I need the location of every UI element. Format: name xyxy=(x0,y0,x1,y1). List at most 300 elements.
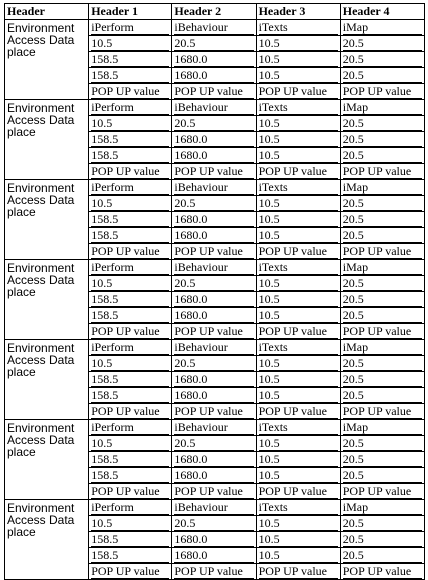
cell-value: iMap xyxy=(342,260,369,274)
table-cell xyxy=(172,212,256,228)
group-label: Environment Access Data place xyxy=(5,340,89,420)
cell-value: 158.5 xyxy=(91,452,119,466)
table-cell xyxy=(256,468,340,484)
table-cell xyxy=(172,196,256,212)
cell-value: 20.5 xyxy=(174,516,196,530)
table-cell xyxy=(256,436,340,452)
cell-value: 20.5 xyxy=(342,452,364,466)
cell-value: POP UP value xyxy=(174,164,243,178)
table-cell xyxy=(256,564,340,580)
table-cell xyxy=(340,468,424,484)
document-page xyxy=(4,3,425,580)
table-cell xyxy=(256,132,340,148)
cell-value: 158.5 xyxy=(91,212,119,226)
table-cell xyxy=(89,132,172,148)
table-cell xyxy=(256,356,340,372)
cell-value: iBehaviour xyxy=(174,340,228,354)
group-label: Environment Access Data place xyxy=(5,420,89,500)
cell-value: 1680.0 xyxy=(174,228,208,242)
cell-value: iTexts xyxy=(258,340,288,354)
table-cell xyxy=(89,36,172,52)
table-cell xyxy=(256,260,340,276)
table-cell xyxy=(172,372,256,388)
table-cell xyxy=(172,452,256,468)
table-cell xyxy=(256,244,340,260)
table-cell xyxy=(340,436,424,452)
table-cell xyxy=(340,100,424,116)
cell-value: 20.5 xyxy=(342,228,364,242)
cell-value: POP UP value xyxy=(342,484,412,498)
table-cell xyxy=(172,244,256,260)
table-cell xyxy=(172,68,256,84)
table-cell xyxy=(340,164,424,180)
cell-value: iMap xyxy=(342,500,369,514)
cell-value: 10.5 xyxy=(258,372,280,386)
table-cell xyxy=(256,100,340,116)
cell-value: 20.5 xyxy=(174,196,196,210)
table-cell xyxy=(340,308,424,324)
table-cell xyxy=(89,324,172,340)
cell-value: 10.5 xyxy=(91,516,113,530)
cell-value: 10.5 xyxy=(258,52,280,66)
table-cell xyxy=(340,36,424,52)
table-cell xyxy=(340,212,424,228)
cell-value: 1680.0 xyxy=(174,212,208,226)
table-cell xyxy=(340,356,424,372)
table-cell xyxy=(172,228,256,244)
cell-underline xyxy=(259,578,338,579)
table-cell xyxy=(340,148,424,164)
table-cell xyxy=(340,452,424,468)
cell-value: POP UP value xyxy=(174,324,243,338)
cell-value: POP UP value xyxy=(258,84,328,98)
cell-value: 20.5 xyxy=(342,292,364,306)
cell-value: 20.5 xyxy=(342,68,364,82)
cell-value: 10.5 xyxy=(258,68,280,82)
cell-value: 1680.0 xyxy=(174,52,208,66)
cell-value: 20.5 xyxy=(342,372,364,386)
table-cell xyxy=(89,532,172,548)
column-header: Header 4 xyxy=(340,4,424,20)
table-cell xyxy=(172,260,256,276)
cell-value: 10.5 xyxy=(258,452,280,466)
table-cell xyxy=(256,180,340,196)
cell-value: 20.5 xyxy=(342,308,364,322)
table-cell xyxy=(256,548,340,564)
cell-value: 1680.0 xyxy=(174,292,208,306)
table-cell xyxy=(340,340,424,356)
cell-value: 1680.0 xyxy=(174,468,208,482)
cell-value: 158.5 xyxy=(91,548,119,562)
table-cell xyxy=(172,564,256,580)
cell-value: iMap xyxy=(342,180,369,194)
cell-value: 158.5 xyxy=(91,308,119,322)
table-cell xyxy=(89,404,172,420)
table-cell xyxy=(340,260,424,276)
group-label: Environment Access Data place xyxy=(5,180,89,260)
cell-value: 10.5 xyxy=(258,388,280,402)
table-cell xyxy=(89,468,172,484)
cell-value: iMap xyxy=(342,420,369,434)
table-row xyxy=(5,420,425,436)
cell-value: POP UP value xyxy=(342,564,412,578)
table-cell xyxy=(256,484,340,500)
cell-value: POP UP value xyxy=(91,404,160,418)
table-cell xyxy=(256,404,340,420)
table-cell xyxy=(89,452,172,468)
table-cell xyxy=(340,196,424,212)
cell-value: 10.5 xyxy=(91,116,113,130)
cell-value: 10.5 xyxy=(258,548,280,562)
group-label: Environment Access Data place xyxy=(5,100,89,180)
cell-value: 1680.0 xyxy=(174,68,208,82)
table-cell xyxy=(89,436,172,452)
cell-value: 10.5 xyxy=(91,276,113,290)
cell-value: POP UP value xyxy=(174,84,243,98)
cell-underline xyxy=(91,578,169,579)
cell-value: POP UP value xyxy=(91,564,160,578)
cell-value: iBehaviour xyxy=(174,100,228,114)
table-cell xyxy=(256,84,340,100)
table-cell xyxy=(172,308,256,324)
group-label: Environment Access Data place xyxy=(5,260,89,340)
table-cell xyxy=(89,196,172,212)
cell-value: iBehaviour xyxy=(174,420,228,434)
table-cell xyxy=(172,276,256,292)
cell-value: POP UP value xyxy=(342,324,412,338)
cell-value: POP UP value xyxy=(342,164,412,178)
table-cell xyxy=(172,436,256,452)
cell-value: POP UP value xyxy=(174,244,243,258)
cell-value: POP UP value xyxy=(258,164,328,178)
cell-underline xyxy=(343,578,422,579)
table-cell xyxy=(340,68,424,84)
column-header: Header 2 xyxy=(172,4,256,20)
table-cell xyxy=(172,484,256,500)
cell-value: 20.5 xyxy=(174,36,196,50)
table-cell xyxy=(340,420,424,436)
table-cell xyxy=(89,164,172,180)
data-table xyxy=(4,3,425,580)
cell-value: 10.5 xyxy=(258,148,280,162)
table-cell xyxy=(340,228,424,244)
table-cell xyxy=(89,260,172,276)
table-cell xyxy=(89,340,172,356)
table-cell xyxy=(172,420,256,436)
cell-value: 158.5 xyxy=(91,132,119,146)
table-cell xyxy=(256,372,340,388)
table-cell xyxy=(256,228,340,244)
cell-value: 20.5 xyxy=(342,388,364,402)
cell-value: 20.5 xyxy=(342,548,364,562)
table-cell xyxy=(340,84,424,100)
table-cell xyxy=(256,52,340,68)
cell-value: 10.5 xyxy=(258,532,280,546)
table-cell xyxy=(172,468,256,484)
cell-value: iPerform xyxy=(91,340,134,354)
cell-underline xyxy=(174,578,253,579)
cell-value: iBehaviour xyxy=(174,500,228,514)
table-cell xyxy=(89,100,172,116)
cell-value: 10.5 xyxy=(258,468,280,482)
column-header: Header xyxy=(5,4,89,20)
cell-value: 158.5 xyxy=(91,292,119,306)
table-cell xyxy=(172,532,256,548)
table-cell xyxy=(172,500,256,516)
cell-value: iPerform xyxy=(91,420,134,434)
table-cell xyxy=(89,484,172,500)
table-cell xyxy=(340,132,424,148)
column-header: Header 3 xyxy=(256,4,340,20)
table-cell xyxy=(340,20,424,36)
table-cell xyxy=(89,420,172,436)
group-label: Environment Access Data place xyxy=(5,500,89,580)
cell-value: POP UP value xyxy=(91,84,160,98)
cell-value: 10.5 xyxy=(91,436,113,450)
cell-value: iPerform xyxy=(91,100,134,114)
cell-value: 10.5 xyxy=(258,228,280,242)
cell-value: 10.5 xyxy=(258,36,280,50)
table-cell xyxy=(340,52,424,68)
cell-value: iPerform xyxy=(91,20,134,34)
table-cell xyxy=(89,116,172,132)
cell-value: 10.5 xyxy=(258,308,280,322)
table-cell xyxy=(89,292,172,308)
cell-value: POP UP value xyxy=(258,404,328,418)
cell-value: POP UP value xyxy=(91,484,160,498)
table-cell xyxy=(340,276,424,292)
cell-value: 158.5 xyxy=(91,52,119,66)
table-cell xyxy=(172,516,256,532)
table-cell xyxy=(340,548,424,564)
table-cell xyxy=(89,228,172,244)
cell-value: iBehaviour xyxy=(174,180,228,194)
table-cell xyxy=(340,180,424,196)
table-cell xyxy=(89,212,172,228)
table-cell xyxy=(172,116,256,132)
table-cell xyxy=(256,324,340,340)
cell-value: 20.5 xyxy=(342,436,364,450)
table-cell xyxy=(172,52,256,68)
table-cell xyxy=(89,276,172,292)
table-cell xyxy=(256,532,340,548)
table-cell xyxy=(89,68,172,84)
cell-value: iTexts xyxy=(258,420,288,434)
cell-value: 10.5 xyxy=(258,292,280,306)
cell-value: iTexts xyxy=(258,180,288,194)
cell-value: 20.5 xyxy=(342,148,364,162)
table-cell xyxy=(340,324,424,340)
cell-value: 158.5 xyxy=(91,68,119,82)
cell-value: 1680.0 xyxy=(174,452,208,466)
cell-value: iTexts xyxy=(258,260,288,274)
cell-value: 1680.0 xyxy=(174,148,208,162)
cell-value: 10.5 xyxy=(258,516,280,530)
cell-value: 20.5 xyxy=(342,212,364,226)
cell-value: 20.5 xyxy=(174,436,196,450)
cell-value: 20.5 xyxy=(342,532,364,546)
table-cell xyxy=(172,388,256,404)
cell-value: 20.5 xyxy=(174,356,196,370)
cell-value: 10.5 xyxy=(258,212,280,226)
cell-value: 1680.0 xyxy=(174,532,208,546)
table-row xyxy=(5,180,425,196)
cell-value: iTexts xyxy=(258,500,288,514)
table-cell xyxy=(172,36,256,52)
table-cell xyxy=(340,292,424,308)
cell-value: iTexts xyxy=(258,100,288,114)
cell-value: POP UP value xyxy=(258,324,328,338)
cell-value: 1680.0 xyxy=(174,132,208,146)
cell-value: POP UP value xyxy=(258,484,328,498)
cell-value: POP UP value xyxy=(258,564,328,578)
cell-value: iBehaviour xyxy=(174,20,228,34)
table-cell xyxy=(172,20,256,36)
cell-value: iBehaviour xyxy=(174,260,228,274)
cell-value: 158.5 xyxy=(91,228,119,242)
table-cell xyxy=(256,420,340,436)
table-cell xyxy=(256,196,340,212)
table-cell xyxy=(256,148,340,164)
table-cell xyxy=(89,180,172,196)
cell-value: 10.5 xyxy=(91,196,113,210)
cell-value: 158.5 xyxy=(91,532,119,546)
table-cell xyxy=(256,276,340,292)
table-cell xyxy=(89,548,172,564)
header-row xyxy=(5,4,425,20)
table-cell xyxy=(89,84,172,100)
table-cell xyxy=(89,244,172,260)
table-cell xyxy=(340,388,424,404)
table-cell xyxy=(256,292,340,308)
table-cell xyxy=(89,388,172,404)
cell-value: POP UP value xyxy=(91,324,160,338)
cell-value: iPerform xyxy=(91,500,134,514)
table-cell xyxy=(340,500,424,516)
cell-value: 10.5 xyxy=(91,36,113,50)
table-cell xyxy=(256,164,340,180)
cell-value: POP UP value xyxy=(91,164,160,178)
cell-value: 10.5 xyxy=(258,196,280,210)
table-cell xyxy=(89,356,172,372)
table-cell xyxy=(89,500,172,516)
table-cell xyxy=(172,180,256,196)
table-cell xyxy=(256,452,340,468)
cell-value: iMap xyxy=(342,100,369,114)
table-cell xyxy=(256,68,340,84)
table-cell xyxy=(172,548,256,564)
cell-value: 1680.0 xyxy=(174,372,208,386)
group-label: Environment Access Data place xyxy=(5,20,89,100)
table-cell xyxy=(256,340,340,356)
table-cell xyxy=(172,132,256,148)
table-cell xyxy=(256,116,340,132)
cell-value: 10.5 xyxy=(258,436,280,450)
table-row xyxy=(5,100,425,116)
cell-value: 20.5 xyxy=(342,196,364,210)
table-row xyxy=(5,20,425,36)
table-cell xyxy=(172,356,256,372)
table-cell xyxy=(89,308,172,324)
table-cell xyxy=(172,100,256,116)
table-cell xyxy=(89,20,172,36)
cell-value: 20.5 xyxy=(174,276,196,290)
table-cell xyxy=(89,52,172,68)
table-row xyxy=(5,260,425,276)
cell-value: 20.5 xyxy=(342,516,364,530)
table-row xyxy=(5,340,425,356)
table-cell xyxy=(256,388,340,404)
cell-value: 1680.0 xyxy=(174,388,208,402)
cell-value: 20.5 xyxy=(342,356,364,370)
table-cell xyxy=(172,340,256,356)
cell-value: 1680.0 xyxy=(174,308,208,322)
cell-value: 158.5 xyxy=(91,388,119,402)
cell-value: 20.5 xyxy=(174,116,196,130)
table-cell xyxy=(89,564,172,580)
table-cell xyxy=(340,564,424,580)
table-cell xyxy=(172,292,256,308)
cell-value: iMap xyxy=(342,20,369,34)
cell-value: 20.5 xyxy=(342,132,364,146)
table-cell xyxy=(340,372,424,388)
table-cell xyxy=(340,516,424,532)
cell-value: iMap xyxy=(342,340,369,354)
cell-value: POP UP value xyxy=(258,244,328,258)
cell-value: 20.5 xyxy=(342,52,364,66)
cell-value: POP UP value xyxy=(174,564,243,578)
table-row xyxy=(5,500,425,516)
table-cell xyxy=(89,148,172,164)
table-cell xyxy=(256,20,340,36)
table-cell xyxy=(172,404,256,420)
table-cell xyxy=(172,164,256,180)
table-cell xyxy=(256,516,340,532)
table-cell xyxy=(172,324,256,340)
cell-value: POP UP value xyxy=(342,404,412,418)
cell-value: 20.5 xyxy=(342,468,364,482)
cell-value: 10.5 xyxy=(258,116,280,130)
table-cell xyxy=(89,516,172,532)
cell-value: 1680.0 xyxy=(174,548,208,562)
cell-value: POP UP value xyxy=(342,84,412,98)
cell-value: 20.5 xyxy=(342,116,364,130)
cell-value: 10.5 xyxy=(91,356,113,370)
cell-value: iPerform xyxy=(91,180,134,194)
cell-value: POP UP value xyxy=(174,484,243,498)
cell-value: 158.5 xyxy=(91,148,119,162)
cell-value: 158.5 xyxy=(91,468,119,482)
cell-value: POP UP value xyxy=(174,404,243,418)
cell-value: 10.5 xyxy=(258,132,280,146)
cell-value: 10.5 xyxy=(258,356,280,370)
cell-value: 10.5 xyxy=(258,276,280,290)
cell-value: 158.5 xyxy=(91,372,119,386)
table-cell xyxy=(340,244,424,260)
table-cell xyxy=(256,212,340,228)
table-cell xyxy=(256,308,340,324)
cell-value: POP UP value xyxy=(342,244,412,258)
table-cell xyxy=(172,84,256,100)
column-header: Header 1 xyxy=(89,4,172,20)
table-cell xyxy=(340,484,424,500)
cell-value: iTexts xyxy=(258,20,288,34)
table-cell xyxy=(172,148,256,164)
table-cell xyxy=(256,500,340,516)
table-cell xyxy=(340,116,424,132)
table-cell xyxy=(340,404,424,420)
cell-value: iPerform xyxy=(91,260,134,274)
